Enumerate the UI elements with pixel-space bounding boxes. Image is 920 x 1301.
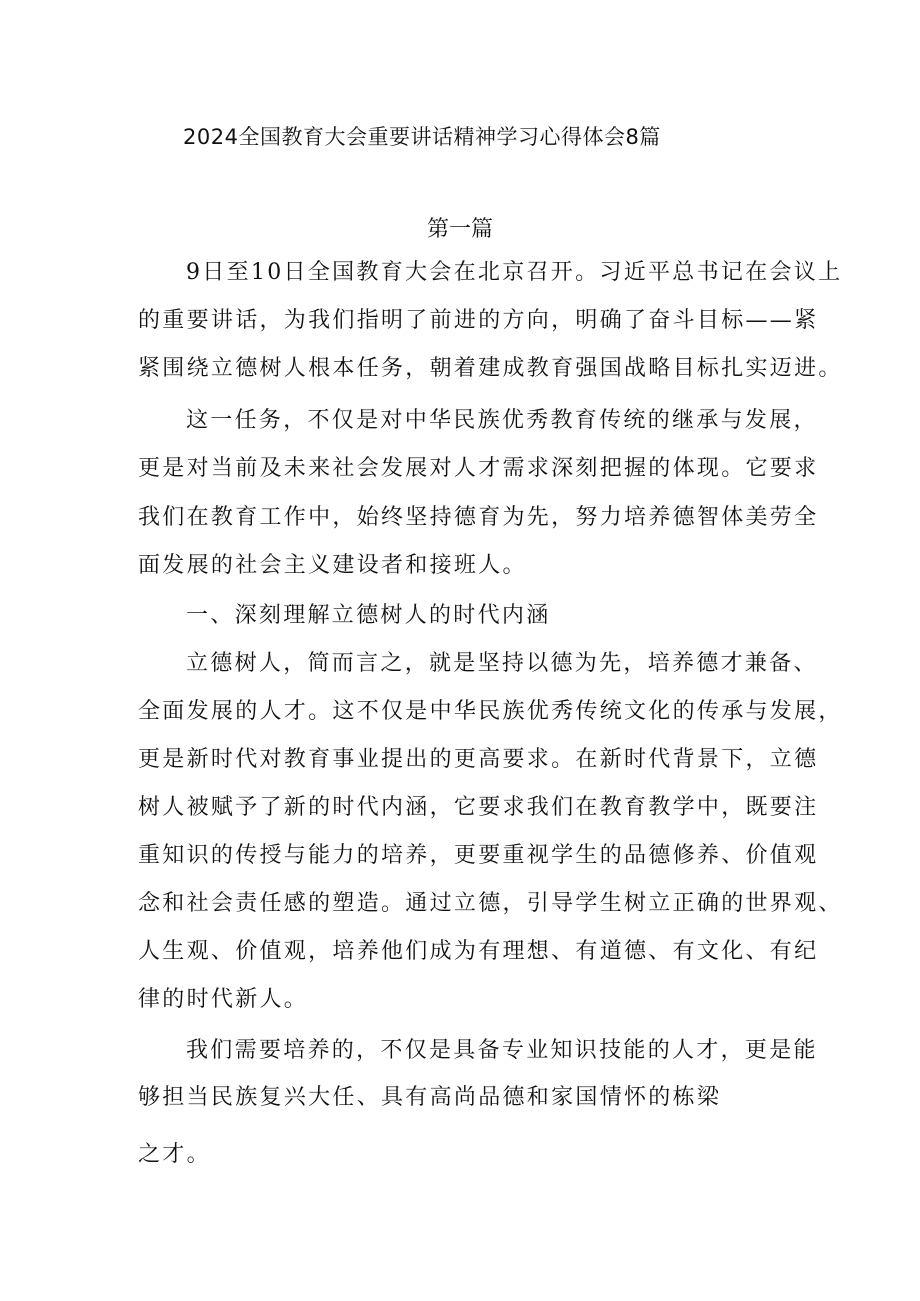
document-title: 2024全国教育大会重要讲话精神学习心得体会8篇: [183, 125, 661, 149]
paragraph-line: 更是新时代对教育事业提出的更高要求。在新时代背景下，立德: [138, 747, 819, 772]
paragraph-line: 我们在教育工作中，始终坚持德育为先，努力培养德智体美劳全: [138, 505, 819, 530]
paragraph-line: 全面发展的人才。这不仅是中华民族优秀传统文化的传承与发展，: [138, 699, 843, 724]
subsection-heading: 一、深刻理解立德树人的时代内涵: [186, 603, 551, 628]
paragraph-line: 人生观、价值观，培养他们成为有理想、有道德、有文化、有纪: [138, 939, 819, 964]
section-heading: 第一篇: [426, 217, 493, 242]
paragraph-line: 紧围绕立德树人根本任务，朝着建成教育强国战略目标扎实迈进。: [138, 356, 843, 381]
paragraph-line: 够担当民族复兴大任、具有高尚品德和家国情怀的栋梁: [138, 1085, 722, 1110]
paragraph-line: 更是对当前及未来社会发展对人才需求深刻把握的体现。它要求: [138, 456, 819, 481]
paragraph-line: 之才。: [138, 1142, 211, 1167]
paragraph-line: 面发展的社会主义建设者和接班人。: [138, 553, 527, 578]
paragraph-line: 律的时代新人。: [138, 987, 309, 1012]
paragraph-line: 我们需要培养的，不仅是具备专业知识技能的人才，更是能: [186, 1038, 818, 1063]
paragraph-line: 的重要讲话，为我们指明了前进的方向，明确了奋斗目标——紧: [138, 308, 819, 333]
paragraph-line: 念和社会责任感的塑造。通过立德，引导学生树立正确的世界观、: [138, 891, 843, 916]
paragraph-line: 这一任务，不仅是对中华民族优秀教育传统的继承与发展，: [186, 408, 818, 433]
paragraph-line: 树人被赋予了新的时代内涵，它要求我们在教育教学中，既要注: [138, 795, 819, 820]
paragraph-line: 重知识的传授与能力的培养，更要重视学生的品德修养、价值观: [138, 843, 819, 868]
paragraph-line: 9日至10日全国教育大会在北京召开。习近平总书记在会议上: [186, 260, 843, 285]
paragraph-line: 立德树人，简而言之，就是坚持以德为先，培养德才兼备、: [186, 651, 818, 676]
